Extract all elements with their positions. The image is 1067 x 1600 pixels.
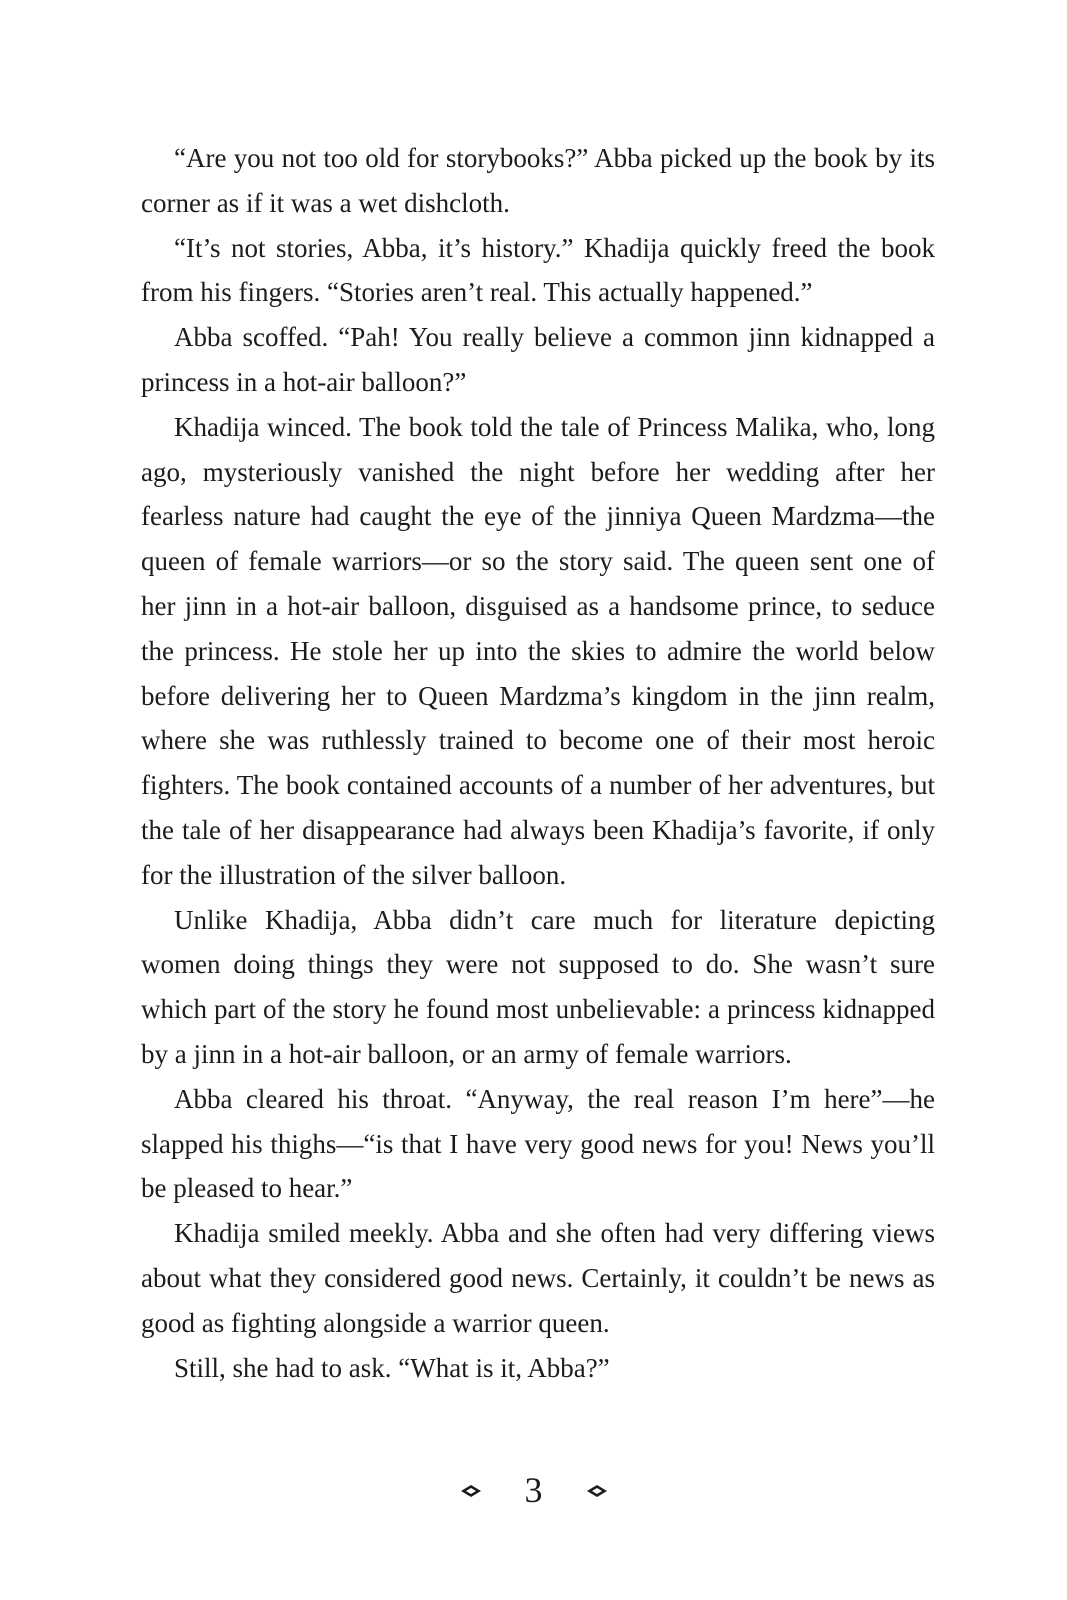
diamond-ornament-icon — [587, 1484, 607, 1496]
paragraph: Khadija winced. The book told the tale of Princess Malika, who, long ago, mysteriously vanished the night before her wedding after her fearless nature had caught the eye of the jinniya Queen Mardzma—the queen of female warriors—or so the story said. The queen sent one of her jinn in a hot-air balloon, disguised as a handsome prince, to seduce the princess. He stole her up into the skies to admire the world below before delivering her to Queen Mardzma’s kingdom in the jinn realm, where she was ruthlessly trained to become one of their most heroic fighters. The book contained accounts of a number of her adventures, but the tale of her disappearance had always been Khadija’s favorite, if only for the illustration of the silver balloon. — [141, 411, 935, 890]
paragraph: Khadija smiled meekly. Abba and she often had very differing views about what they considered good news. Certainly, it couldn’t be news as good as fighting alongside a warrior queen. — [141, 1218, 935, 1338]
page-number: 3 — [524, 1470, 543, 1510]
paragraph: Still, she had to ask. “What is it, Abba?” — [174, 1352, 610, 1383]
paragraph: Abba cleared his throat. “Anyway, the real reason I’m here”—he slapped his thighs—“is that I have very good news for you! News you’ll be pleased to hear.” — [141, 1083, 935, 1204]
body-text — [141, 136, 935, 1390]
paragraph: Abba scoffed. “Pah! You really believe a common jinn kidnapped a princess in a hot-air balloon?” — [141, 322, 935, 397]
paragraph: Unlike Khadija, Abba didn’t care much for literature depicting women doing things they were not supposed to do. She wasn’t sure which part of the story he found most unbelievable: a princess kidnapped by a jinn in a hot-air balloon, or an army of female warriors. — [141, 904, 935, 1069]
diamond-ornament-icon — [461, 1484, 481, 1496]
page-footer — [0, 1462, 1067, 1518]
paragraph: “It’s not stories, Abba, it’s history.” Khadija quickly freed the book from his fingers. “Stories aren’t real. This actually happened.” — [141, 232, 935, 308]
paragraph: “Are you not too old for storybooks?” Abba picked up the book by its corner as if it was a wet dishcloth. — [141, 143, 935, 218]
